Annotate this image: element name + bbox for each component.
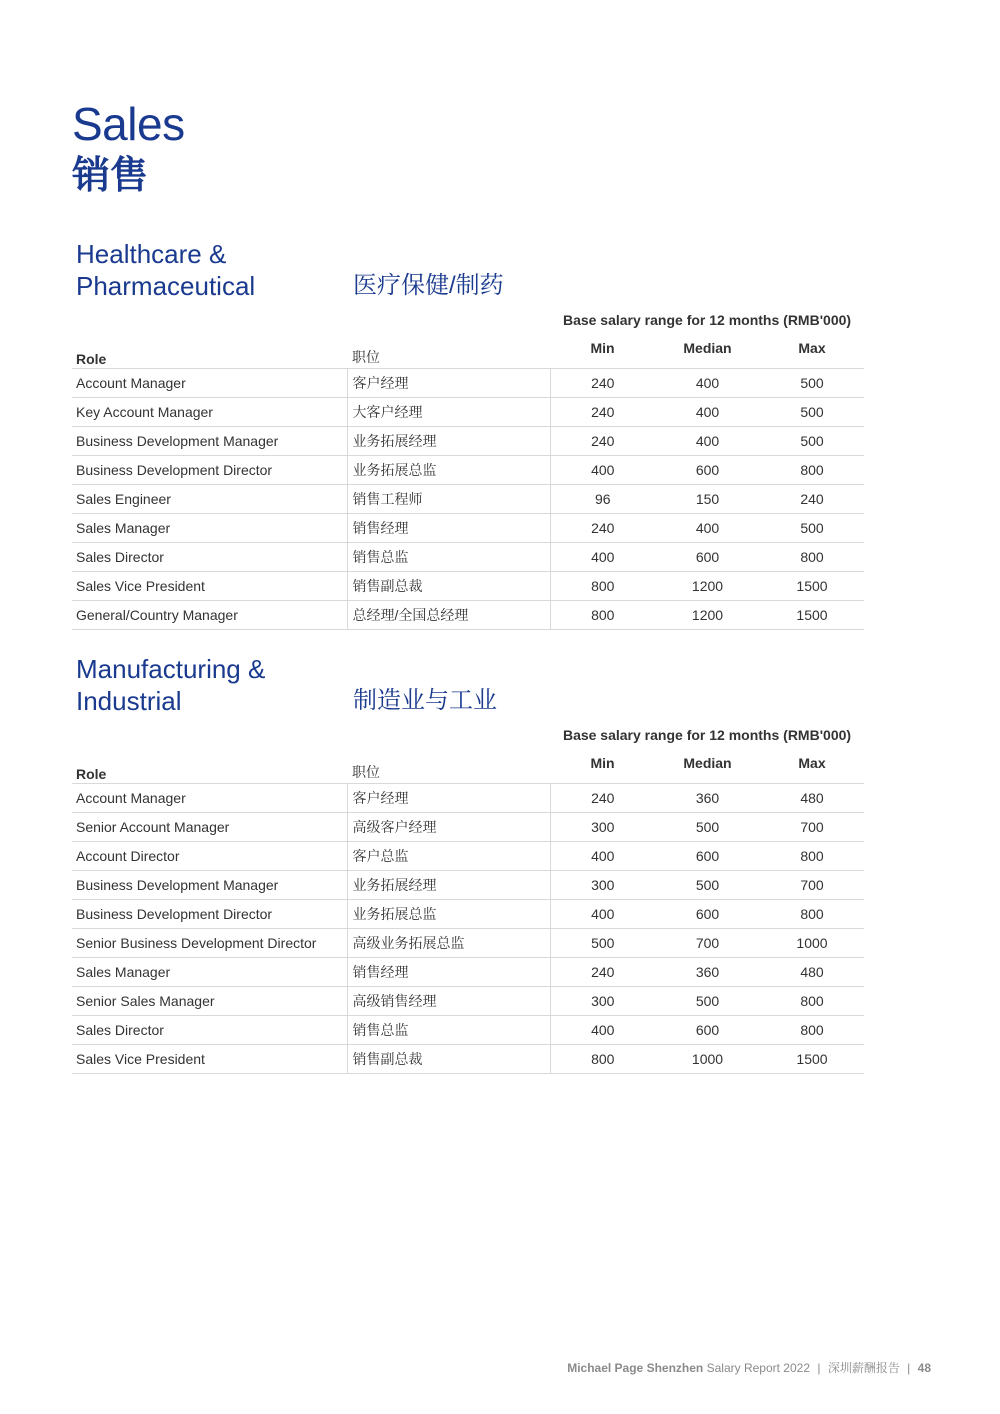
footer-separator: | — [907, 1361, 911, 1375]
min-cell: 800 — [550, 601, 655, 630]
role-zh-cell: 销售经理 — [347, 514, 550, 543]
column-header-min: Min — [590, 340, 615, 356]
median-cell: 360 — [655, 958, 760, 987]
role-cell: Business Development Manager — [72, 871, 347, 900]
role-zh-cell: 客户经理 — [347, 369, 550, 398]
column-header-max: Max — [798, 340, 826, 356]
role-cell: Business Development Director — [72, 456, 347, 485]
table-row — [72, 958, 864, 987]
table-row — [72, 900, 864, 929]
column-header-min: Min — [590, 755, 615, 771]
footer-brand: Michael Page Shenzhen — [567, 1361, 704, 1375]
max-cell: 800 — [760, 987, 864, 1016]
role-zh-cell: 业务拓展经理 — [347, 427, 550, 456]
min-cell: 800 — [550, 572, 655, 601]
min-cell: 500 — [550, 929, 655, 958]
column-header-median: Median — [683, 755, 732, 771]
max-cell: 500 — [760, 427, 864, 456]
max-cell: 700 — [760, 813, 864, 842]
section-header — [72, 653, 864, 721]
role-zh-cell: 大客户经理 — [347, 398, 550, 427]
salary-table — [72, 336, 864, 630]
role-zh-cell: 销售总监 — [347, 1016, 550, 1045]
table-row — [72, 929, 864, 958]
role-zh-cell: 业务拓展总监 — [347, 456, 550, 485]
footer-report-title: Salary Report 2022 — [706, 1361, 810, 1375]
median-cell: 1200 — [655, 601, 760, 630]
role-cell: Senior Sales Manager — [72, 987, 347, 1016]
role-cell: Key Account Manager — [72, 398, 347, 427]
min-cell: 240 — [550, 398, 655, 427]
role-cell: Business Development Director — [72, 900, 347, 929]
max-cell: 480 — [760, 784, 864, 813]
column-header-role: Role — [76, 766, 107, 782]
median-cell: 400 — [655, 427, 760, 456]
median-cell: 500 — [655, 871, 760, 900]
max-cell: 500 — [760, 514, 864, 543]
max-cell: 700 — [760, 871, 864, 900]
column-header-role-zh: 职位 — [352, 764, 380, 780]
column-header-median: Median — [683, 340, 732, 356]
max-cell: 800 — [760, 1016, 864, 1045]
section-title-en: Manufacturing & Industrial — [76, 654, 266, 716]
table-row — [72, 987, 864, 1016]
footer-report-title-zh: 深圳薪酬报告 — [827, 1361, 900, 1375]
role-cell: Account Director — [72, 842, 347, 871]
role-cell: Account Manager — [72, 369, 347, 398]
median-cell: 400 — [655, 398, 760, 427]
role-zh-cell: 销售总监 — [347, 543, 550, 572]
role-zh-cell: 高级业务拓展总监 — [347, 929, 550, 958]
role-zh-cell: 业务拓展总监 — [347, 900, 550, 929]
page-footer — [567, 1359, 931, 1376]
table-row — [72, 601, 864, 630]
min-cell: 400 — [550, 900, 655, 929]
max-cell: 800 — [760, 543, 864, 572]
min-cell: 96 — [550, 485, 655, 514]
table-row — [72, 784, 864, 813]
median-cell: 360 — [655, 784, 760, 813]
table-body — [72, 784, 864, 1074]
table-row — [72, 456, 864, 485]
table-row — [72, 1045, 864, 1074]
role-cell: Sales Manager — [72, 958, 347, 987]
section-healthcare-pharmaceutical — [72, 238, 864, 623]
section-title-en: Healthcare & Pharmaceutical — [76, 239, 256, 301]
table-row — [72, 485, 864, 514]
min-cell: 300 — [550, 813, 655, 842]
table-row — [72, 543, 864, 572]
max-cell: 800 — [760, 842, 864, 871]
role-cell: General/Country Manager — [72, 601, 347, 630]
section-title-zh: 制造业与工业 — [353, 687, 497, 714]
section-manufacturing-industrial — [72, 653, 864, 1067]
min-cell: 400 — [550, 842, 655, 871]
median-cell: 500 — [655, 987, 760, 1016]
role-zh-cell: 销售经理 — [347, 958, 550, 987]
role-zh-cell: 高级销售经理 — [347, 987, 550, 1016]
table-row — [72, 427, 864, 456]
column-header-role-zh: 职位 — [352, 349, 380, 365]
median-cell: 600 — [655, 456, 760, 485]
salary-range-caption: Base salary range for 12 months (RMB'000) — [562, 727, 852, 743]
salary-table — [72, 751, 864, 1074]
role-cell: Sales Vice President — [72, 572, 347, 601]
median-cell: 700 — [655, 929, 760, 958]
min-cell: 400 — [550, 1016, 655, 1045]
max-cell: 500 — [760, 369, 864, 398]
role-cell: Sales Director — [72, 543, 347, 572]
min-cell: 800 — [550, 1045, 655, 1074]
table-row — [72, 398, 864, 427]
max-cell: 800 — [760, 456, 864, 485]
page-title-zh: 销售 — [72, 155, 149, 197]
min-cell: 240 — [550, 784, 655, 813]
min-cell: 240 — [550, 369, 655, 398]
median-cell: 400 — [655, 369, 760, 398]
table-row — [72, 572, 864, 601]
footer-separator: | — [817, 1361, 821, 1375]
page-title — [72, 98, 185, 200]
table-row — [72, 813, 864, 842]
role-cell: Sales Vice President — [72, 1045, 347, 1074]
role-zh-cell: 销售副总裁 — [347, 1045, 550, 1074]
table-row — [72, 842, 864, 871]
column-header-role: Role — [76, 351, 107, 367]
table-header-row — [72, 751, 864, 784]
median-cell: 400 — [655, 514, 760, 543]
max-cell: 240 — [760, 485, 864, 514]
max-cell: 1500 — [760, 1045, 864, 1074]
median-cell: 150 — [655, 485, 760, 514]
section-title-zh: 医疗保健/制药 — [353, 272, 504, 299]
median-cell: 600 — [655, 1016, 760, 1045]
table-row — [72, 514, 864, 543]
median-cell: 600 — [655, 543, 760, 572]
table-body — [72, 369, 864, 630]
role-cell: Business Development Manager — [72, 427, 347, 456]
min-cell: 240 — [550, 514, 655, 543]
role-cell: Sales Director — [72, 1016, 347, 1045]
page-number: 48 — [917, 1361, 931, 1375]
min-cell: 300 — [550, 871, 655, 900]
role-zh-cell: 总经理/全国总经理 — [347, 601, 550, 630]
section-header — [72, 238, 864, 306]
role-zh-cell: 销售副总裁 — [347, 572, 550, 601]
median-cell: 600 — [655, 842, 760, 871]
role-cell: Sales Manager — [72, 514, 347, 543]
role-zh-cell: 销售工程师 — [347, 485, 550, 514]
role-zh-cell: 高级客户经理 — [347, 813, 550, 842]
role-cell: Sales Engineer — [72, 485, 347, 514]
table-row — [72, 369, 864, 398]
min-cell: 240 — [550, 958, 655, 987]
max-cell: 500 — [760, 398, 864, 427]
min-cell: 240 — [550, 427, 655, 456]
max-cell: 480 — [760, 958, 864, 987]
median-cell: 600 — [655, 900, 760, 929]
median-cell: 500 — [655, 813, 760, 842]
max-cell: 800 — [760, 900, 864, 929]
max-cell: 1500 — [760, 601, 864, 630]
table-row — [72, 1016, 864, 1045]
max-cell: 1000 — [760, 929, 864, 958]
role-cell: Senior Account Manager — [72, 813, 347, 842]
min-cell: 400 — [550, 543, 655, 572]
table-header-row — [72, 336, 864, 369]
salary-range-caption: Base salary range for 12 months (RMB'000) — [562, 312, 852, 328]
role-zh-cell: 客户经理 — [347, 784, 550, 813]
role-zh-cell: 客户总监 — [347, 842, 550, 871]
column-header-max: Max — [798, 755, 826, 771]
page-title-en: Sales — [72, 98, 185, 150]
min-cell: 300 — [550, 987, 655, 1016]
median-cell: 1000 — [655, 1045, 760, 1074]
role-zh-cell: 业务拓展经理 — [347, 871, 550, 900]
median-cell: 1200 — [655, 572, 760, 601]
min-cell: 400 — [550, 456, 655, 485]
max-cell: 1500 — [760, 572, 864, 601]
role-cell: Senior Business Development Director — [72, 929, 347, 958]
table-row — [72, 871, 864, 900]
role-cell: Account Manager — [72, 784, 347, 813]
